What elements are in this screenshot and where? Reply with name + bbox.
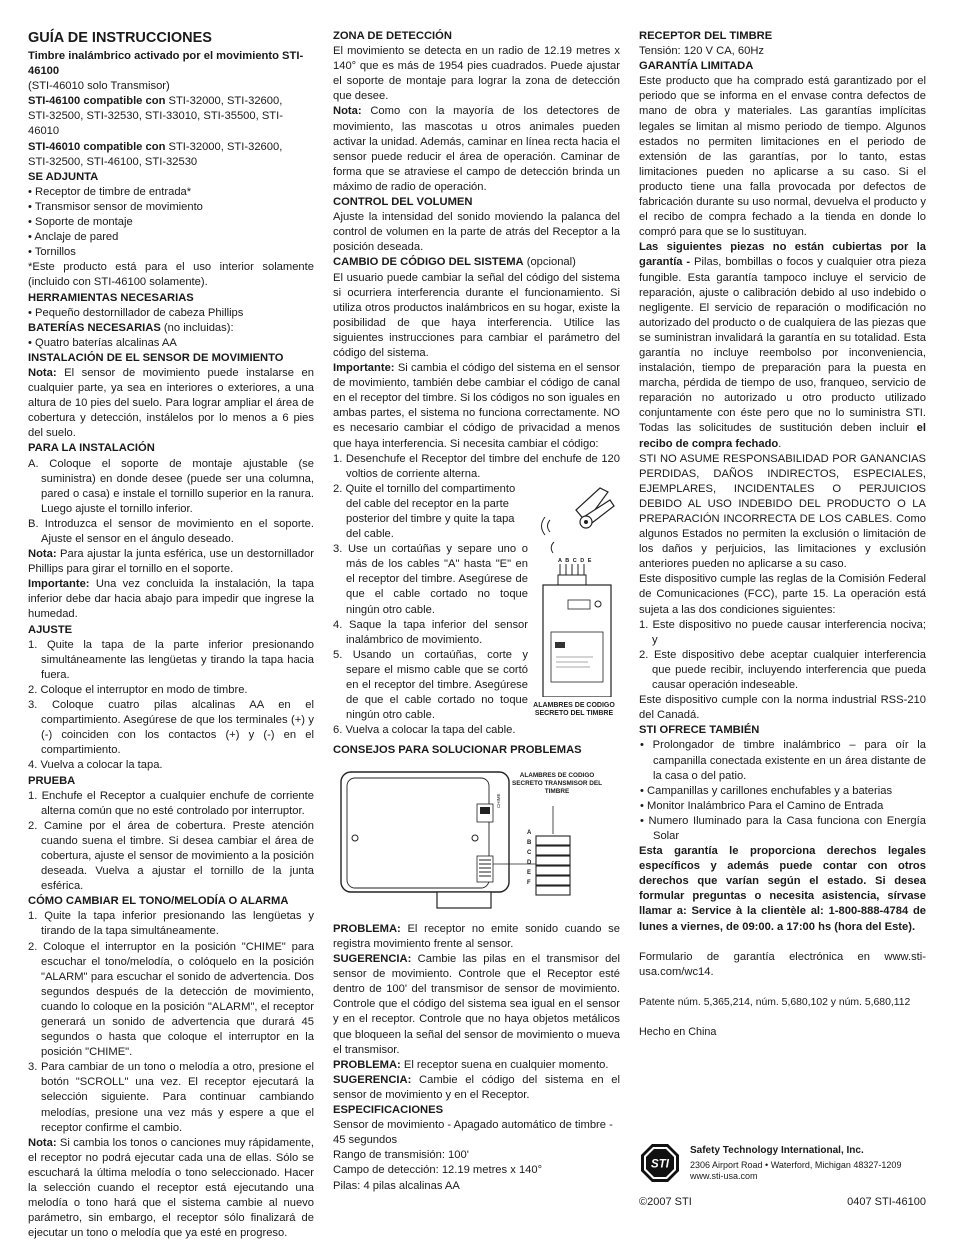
list-item: 4. Saque la tapa inferior del sensor inalámbrico de movimiento. xyxy=(333,618,528,646)
ajuste-heading: AJUSTE xyxy=(28,623,73,636)
list-item: 2. Este dispositivo debe aceptar cualquier interferencia que puede recibir, incluyendo interferencia que pueda causar operación indeseable. xyxy=(639,648,926,692)
hecho-text: Hecho en China xyxy=(639,1025,717,1038)
derechos-text: Esta garantía le proporciona derechos legales específicos y además puede contar con otros derechos que varían según el estado. Si desea formular preguntas o necesita asistencia, sírvase llamar a: Service à la clientèle al: 1-800-888-4784 de lunes a viernes, de 09:00. a 17:00 hs (hora del Este). xyxy=(639,845,926,933)
sti-disclaimer: STI NO ASUME RESPONSABILIDAD POR GANANCIAS PERDIDAS, DAÑOS INDIRECTOS, ESPECIALES, EJEMPLARES, INCIDENTALES O PERJUICIOS DEBIDO AL USO INDEBIDO DEL PRODUCTO O LA PREPARACIÓN INCORRECTA DE LOS CABLES. Como algunos Estados no permiten la exclusión o limitación de los daños y perjuicios, las limitaciones y exclusión anteriores pueden no aplicarse a su caso. xyxy=(639,452,927,571)
consejos-heading: CONSEJOS PARA SOLUCIONAR PROBLEMAS xyxy=(333,743,582,756)
transmitter-code-figure xyxy=(333,766,620,918)
company-web: www.sti-usa.com xyxy=(690,1171,758,1181)
compat2: STI-46010 compatible con STI-32000, STI-32600, xyxy=(28,140,283,153)
garantia-text: Este producto que ha comprado está garantizado por el periodo que se informa en el envase contra defectos de mano de obra y materiales. Las garantías implícitas legales se limitan al mismo periodo de tiempo. Algunos estados no permiten limitaciones en el periodo de extensión de las garantías, por lo tanto, estas limitaciones pueden no aplicarse a su caso. Si el producto tiene una falla provocada por defectos de fabricación durante su uso normal, devuelva el producto y el recibo de compra fechado a la tienda en donde lo compró para que se lo sustituyan. xyxy=(639,75,926,239)
page-title: GUÍA DE INSTRUCCIONES xyxy=(28,30,212,46)
column-3 xyxy=(639,29,926,1040)
list-item: 2. Coloque el interruptor en modo de timbre. xyxy=(28,683,248,696)
volumen-text: Ajuste la intensidad del sonido moviendo la palanca del control de volumen en la parte de atrás del Receptor a la posición deseada. xyxy=(333,211,620,254)
zona-heading: ZONA DE DETECCIÓN xyxy=(333,30,452,42)
list-item: • Soporte de montaje xyxy=(28,216,133,229)
receiver-code-figure xyxy=(533,482,620,728)
list-item: 1. Enchufe el Receptor a cualquier enchufe de corriente alterna común que no esté controlado por interruptor. xyxy=(28,789,314,817)
list-item: 4. Vuelva a colocar la tapa. xyxy=(28,759,163,772)
list-item: • Transmisor sensor de movimiento xyxy=(28,200,203,213)
list-item: 3. Use un cortaúñas y separe uno o más de los cables "A" hasta "E" en el receptor del timbre. Asegúrese de que el cable cortado no toque ningún otro cable. xyxy=(333,543,528,616)
ofrece-heading: STI OFRECE TAMBIÉN xyxy=(639,724,760,737)
copyright: ©2007 STI xyxy=(639,1196,692,1208)
sugerencia-1: SUGERENCIA: Cambie las pilas en el transmisor del sensor de movimiento. Controle que el Receptor esté dentro de 100' del transmisor de sensor de movimiento. Controle que el código del sistema sea igual en el sensor y en el receptor. Controle que no haya objetos metálicos que bloqueen la señal del sensor de movimiento o mueva el transmisor. xyxy=(333,953,620,1056)
receiver-code-caption: ALAMBRES DE CODIGO SECRETO DEL TIMBRE xyxy=(533,701,615,717)
list-item: 3. Coloque cuatro pilas alcalinas AA en el compartimiento. Asegúrese de que los terminales (+) y (-) coinciden con los contactos (+) y (-) en el compartimiento. xyxy=(28,699,314,757)
list-item: B. Introduzca el sensor de movimiento en el soporte. Ajuste el sensor en el ángulo deseado. xyxy=(28,517,314,545)
fcc-text: Este dispositivo cumple las reglas de la Comisión Federal de Comunicaciones (FCC), parte 15. La operación está sujeta a las dos condiciones siguientes: xyxy=(639,573,926,616)
problema-2: PROBLEMA: El receptor suena en cualquier momento. xyxy=(333,1058,609,1071)
receptor-heading: RECEPTOR DEL TIMBRE xyxy=(639,30,773,42)
company-name: Safety Technology International, Inc. xyxy=(690,1145,864,1156)
list-item: 1. Quite la tapa inferior presionando las lengüetas y tirando de la tapa simultáneamente. xyxy=(28,910,314,938)
patente-text: Patente núm. 5,365,214, núm. 5,680,102 y núm. 5,680,112 xyxy=(639,996,911,1008)
formulario-text: Formulario de garantía electrónica en www.sti-usa.com/wc14. xyxy=(639,950,926,978)
list-item: • Numero Iluminado para la Casa funciona con Energía Solar xyxy=(640,814,926,842)
herramientas-heading: HERRAMIENTAS NECESARIAS xyxy=(28,291,194,304)
codigo-text: El usuario puede cambiar la señal del código del sistema si ocurriera interferencia durante el funcionamiento. Si utiliza otros productos inalámbricos en su hogar, existe la posibilidad de que haya interferencia. Utilice las siguientes instrucciones para cambiar el parámetro del código del sistema. xyxy=(333,271,620,359)
nail-clipper-illustration xyxy=(538,482,620,697)
column-1 xyxy=(28,29,314,1241)
list-item: 1. Quite la tapa de la parte inferior presionando simultáneamente las lengüetas y tirando la tapa hacia fuera. xyxy=(28,638,314,681)
sti-logo-text: STI xyxy=(651,1158,669,1171)
problema-1: PROBLEMA: El receptor no emite sonido cuando se registra movimiento frente al sensor. xyxy=(333,922,620,950)
list-item: • Tornillos xyxy=(28,246,76,259)
product-sub: (STI-46010 solo Transmisor) xyxy=(28,80,170,93)
list-item: 2. Camine por el área de cobertura. Preste atención cuando suena el timbre. Si desea cambiar el área de cobertura, ajuste el sensor de movimiento a la posición deseada. Vuelva a ajustar el tornillo de la junta esférica. xyxy=(28,819,314,893)
list-item: 6. Vuelva a colocar la tapa del cable. xyxy=(333,724,516,737)
baterias-heading: BATERÍAS NECESARIAS (no incluidas): xyxy=(28,321,234,334)
list-item: • Anclaje de pared xyxy=(28,231,119,244)
list-item: 2. Coloque el interruptor en la posición "CHIME" para escuchar el tono/melodía, o colóquelo en la posición "ALARM" para escuchar el sonido de advertencia. Dos segundos después de la detección de movimiento, cuando lo coloque en la posición "ALARM", el receptor generará un sonido de advertencia que durará 45 segundos o hasta que coloque el interruptor en la posición "CHIME". xyxy=(28,940,314,1059)
adjunta-heading: SE ADJUNTA xyxy=(28,170,99,183)
list-item: 3. Para cambiar de un tono o melodía a otro, presione el botón "SCROLL" una vez. El receptor ejecutará la selección siguiente. Para continuar cambiando melodías, presione una vez más y espere a que el receptor confirme el cambio. xyxy=(28,1061,314,1134)
product-name: Timbre inalámbrico activado por el movimiento STI-46100 xyxy=(28,50,304,78)
list-item: • Monitor Inalámbrico Para el Camino de Entrada xyxy=(640,799,884,812)
para-note: Nota: Para ajustar la junta esférica, use un destornillador Phillips para girar el tornillo en el soporte. xyxy=(28,548,314,576)
tono-heading: CÓMO CAMBIAR EL TONO/MELODÍA O ALARMA xyxy=(28,895,289,908)
para-importante: Importante: Una vez concluida la instalación, la tapa inferior debe dar hacia abajo para impedir que ingrese la humedad. xyxy=(28,578,314,621)
sugerencia-2: SUGERENCIA: Cambie el código del sistema en el sensor de movimiento y en el Receptor. xyxy=(333,1073,620,1101)
list-item: 1. Desenchufe el Receptor del timbre del enchufe de 120 voltios de corriente alterna. xyxy=(333,452,620,480)
list-item: Campo de detección: 12.19 metres x 140° xyxy=(333,1164,543,1177)
garantia-heading: GARANTÍA LIMITADA xyxy=(639,60,754,73)
company-address: 2306 Airport Road • Waterford, Michigan 48327-1209 xyxy=(690,1160,902,1170)
sti-logo-icon xyxy=(640,1143,680,1183)
receiver-code-letters: A B C D E xyxy=(558,557,593,564)
zona-note: Nota: Como con la mayoría de los detectores de movimiento, las mascotas u otros animales pueden activar la unidad. Además, caminar en línea recta hacia el sensor puede reducir el área de operación. Caminar de forma que se atraviese el campo de detección brinda un máximo de radio de operación. xyxy=(333,105,620,193)
chime-label: CHIME xyxy=(496,793,501,808)
instalacion-note: Nota: El sensor de movimiento puede instalarse en cualquier parte, ya sea en interiores o exteriores, a una altura de 10 pies del suelo. Para lograr ampliar el área de cobertura y detección, instálelos por lo menos a 6 pies del suelo. xyxy=(28,366,314,440)
document-code: 0407 STI-46100 xyxy=(847,1196,926,1208)
list-item: 1. Este dispositivo no puede causar interferencia nociva; y xyxy=(639,618,926,646)
list-item: 2. Quite el tornillo del compartimento del cable del receptor en la parte posterior del timbre y quite la tapa del cable. xyxy=(333,482,516,541)
compat1: STI-46100 compatible con STI-32000, STI-32600, xyxy=(28,95,283,108)
codigo-importante: Importante: Si cambia el código del sistema en el sensor de movimiento, también debe cambiar el código de canal en el receptor del timbre. Si los códigos no son iguales en ambas partes, el sistema no funciona correctamente. NO es necesario cambiar el código de privacidad a menos que haya interferencia. Si necesita cambiar el código: xyxy=(333,362,620,450)
list-item: • Prolongador de timbre inalámbrico – para oír la campanilla conectada existente en un área distante de la casa o del patio. xyxy=(640,739,926,782)
transmitter-code-letters: A B C D E F xyxy=(527,829,532,886)
code-steps-list xyxy=(333,482,528,739)
list-item: • Campanillas y carillones enchufables y a baterias xyxy=(640,784,893,797)
list-item: • Pequeño destornillador de cabeza Phillips xyxy=(28,306,244,319)
para-heading: PARA LA INSTALACIÓN xyxy=(28,442,155,455)
codigo-heading: CAMBIO DE CÓDIGO DEL SISTEMA (opcional) xyxy=(333,256,576,269)
instalacion-heading: INSTALACIÓN DE EL SENSOR DE MOVIMIENTO xyxy=(28,351,284,364)
zona-text: El movimiento se detecta en un radio de 12.19 metres x 140° que es más de 1954 pies cuadrados. Puede ajustar el soporte de montaje para lograr la zona de detección que desee. xyxy=(333,45,620,103)
list-item: 5. Usando un cortaúñas, corte y separe el mismo cable que se cortó en el receptor del timbre. Asegúrese de que el cable cortado no toque ningún otro cable. xyxy=(333,648,528,722)
receptor-text: Tensión: 120 V CA, 60Hz xyxy=(639,45,764,58)
especificaciones-heading: ESPECIFICACIONES xyxy=(333,1104,444,1117)
list-item: A. Coloque el soporte de montaje ajustable (se suministra) en donde desee (puede ser una columna, pared o casa) e instale el tornillo superior en la ranura. Luego ajuste el tornillo inferior. xyxy=(28,457,314,515)
tono-note: Nota: Si cambia los tonos o canciones muy rápidamente, el receptor no podrá ejecutar cada una de ellas. Sólo se escuchará la última melodía o tono seleccionado. Hacer la selección cuando el receptor está ejecutando una melodía o tono hará que el sistema cambie al nuevo parámetro, sin embargo, el receptor sólo finalizará de ejecutar un tono o melodía que ya esté en progreso. xyxy=(28,1136,314,1240)
code-steps-block xyxy=(333,482,620,737)
list-item: • Receptor de timbre de entrada* xyxy=(28,185,192,198)
list-item: Pilas: 4 pilas alcalinas AA xyxy=(333,1179,460,1192)
prueba-heading: PRUEBA xyxy=(28,774,76,787)
rss-text: Este dispositivo cumple con la norma industrial RSS-210 del Canadá. xyxy=(639,694,926,722)
volumen-heading: CONTROL DEL VOLUMEN xyxy=(333,196,473,209)
compat1-b: STI-32500, STI-32530, STI-33010, STI-35500, STI-46010 xyxy=(28,110,283,138)
compat2-b: STI-32500, STI-46100, STI-32530 xyxy=(28,155,198,168)
adjunta-note: *Este producto está para el uso interior solamente (incluido con STI-46100 solamente). xyxy=(28,261,314,289)
list-item: Rango de transmisión: 100' xyxy=(333,1149,469,1162)
transmitter-code-caption: ALAMBRES DE CODIGO SECRETO TRANSMISOR DEL TIMBRE xyxy=(511,771,603,795)
piezas-text: Las siguientes piezas no están cubiertas por la garantía - Pilas, bombillas o focos y cualquier otra pieza fungible. Esta garantía tampoco incluye el servicio de reparación, ajuste o calibración debido al uso indebido o negligente. El servicio de reparación o modificación no autorizado del producto o de cualquiera de las piezas que se suministran invalidará la garantía en su totalidad. Esta garantía no incluye reembolso por inconveniencia, instalación, tiempo de preparación para la puesta en marcha, pérdida de tiempo de uso, franqueo, servicio de reparación no autorizado u otro producto utilizado conjuntamente con éste pero que no lo suministra STI. Todas las solicitudes de sustitución deben incluir el recibo de compra fechado. xyxy=(639,241,926,450)
column-2 xyxy=(333,29,620,1194)
list-item: • Quatro baterías alcalinas AA xyxy=(28,336,177,349)
list-item: Sensor de movimiento - Apagado automático de timbre - 45 segundos xyxy=(333,1119,613,1147)
company-block xyxy=(639,1138,926,1188)
